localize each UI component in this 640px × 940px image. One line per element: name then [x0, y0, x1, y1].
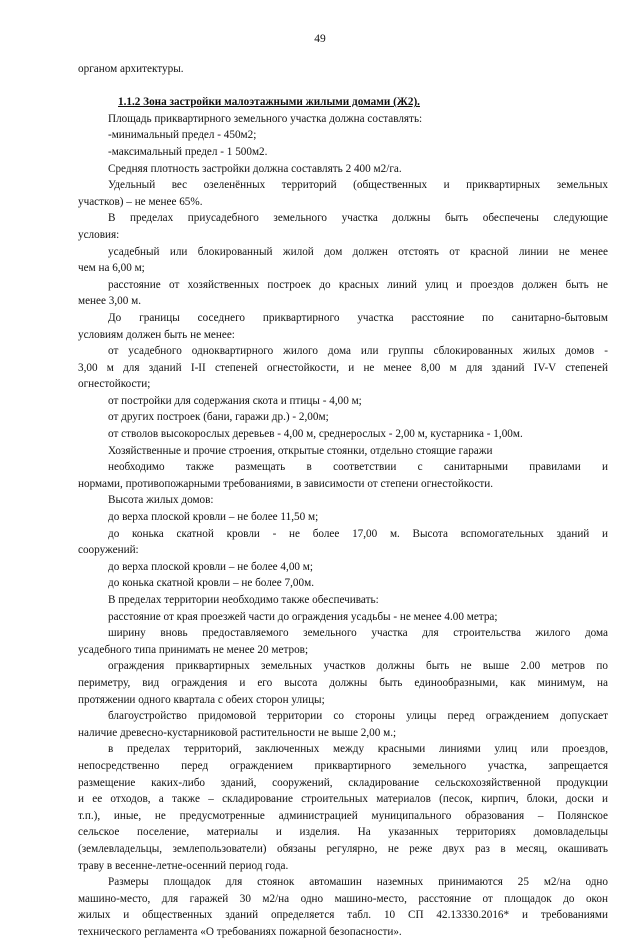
- section-heading: 1.1.2 Зона застройки малоэтажными жилыми домами (Ж2).: [118, 96, 420, 109]
- text-line: технического регламента «О требованиях пожарной безопасности».: [78, 925, 402, 938]
- text-line: -минимальный предел - 450м2;: [108, 129, 257, 142]
- text-line: Высота жилых домов:: [108, 494, 214, 507]
- text-line: и ее отходов, а также – складирование строительных материалов (песок, кирпич, блоки, доски и: [78, 793, 608, 806]
- text-line: участков) – не менее 65%.: [78, 195, 203, 208]
- text-line: менее 3,00 м.: [78, 295, 142, 308]
- text-line: условиям должен быть не менее:: [78, 328, 235, 341]
- text-line: т.п.), иные, не предусмотренные администрацией муниципального образования – Полянское: [78, 809, 608, 822]
- text-line: В пределах приусадебного земельного участка должны быть обеспечены следующие: [108, 212, 608, 225]
- text-line: (землевладельцы, землепользователи) обязаны регулярно, не реже двух раз в месяц, окашивать: [78, 842, 608, 855]
- text-line: сельское поселение, материалы и изделия. На указанных территориях домовладельцы: [78, 826, 608, 839]
- text-line: от усадебного одноквартирного жилого дома или группы сблокированных жилых домов -: [108, 345, 608, 358]
- text-line: периметру, вид ограждения и его высота должны быть единообразными, как минимум, на: [78, 676, 608, 689]
- text-line: Хозяйственные и прочие строения, открытые стоянки, отдельно стоящие гаражи: [108, 444, 493, 457]
- text-line: непосредственно перед ограждением приквартирного земельного участка, запрещается: [78, 759, 608, 772]
- text-line: до верха плоской кровли – не более 4,00 м;: [108, 560, 313, 573]
- text-line: В пределах территории необходимо также обеспечивать:: [108, 594, 379, 606]
- text-line: чем на 6,00 м;: [78, 262, 145, 275]
- text-line: до верха плоской кровли – не более 11,50 м;: [108, 511, 319, 524]
- text-line: протяжении одного квартала с обеих сторон улицы;: [78, 693, 325, 706]
- text-line: машино-место, для гаражей 30 м2/на одно машино-место, расстояние от площадок до окон: [78, 892, 608, 905]
- text-line: в пределах территорий, заключенных между красными линиями улиц или проездов,: [108, 743, 608, 756]
- text-line: благоустройство придомовой территории со стороны улицы перед ограждением допускает: [108, 710, 608, 723]
- text-line: [78, 94, 608, 111]
- text-line: органом архитектуры.: [78, 63, 184, 75]
- text-line: траву в весенне-летне-осенний период года.: [78, 859, 289, 872]
- text-line: Площадь приквартирного земельного участка должна составлять:: [108, 112, 423, 125]
- text-line: нормами, противопожарными требованиями, в зависимости от степени огнестойкости.: [78, 477, 494, 490]
- text-line: до конька скатной кровли – не более 7,00м.: [108, 577, 314, 590]
- text-line: Удельный вес озеленённых территорий (общественных и приквартирных земельных: [108, 179, 608, 192]
- text-line: расстояние от края проезжей части до ограждения усадьбы - не менее 4.00 метра;: [108, 610, 498, 623]
- page-number: 49: [314, 33, 326, 45]
- text-line: сооружений:: [78, 544, 139, 557]
- text-line: ширину вновь предоставляемого земельного участка для строительства жилого дома: [108, 627, 608, 640]
- text-line: расстояние от хозяйственных построек до красных линий улиц и проездов должен быть не: [108, 278, 608, 291]
- text-line: ограждения приквартирных земельных участков должны быть не выше 2.00 метров по: [108, 660, 608, 673]
- text-line: необходимо также размещать в соответствии с санитарными правилами и: [108, 461, 608, 474]
- text-line: наличие древесно-кустарниковой растительности не выше 2,00 м.;: [78, 726, 397, 739]
- text-line: от других построек (бани, гаражи др.) - 2,00м;: [108, 411, 329, 424]
- text-line: жилых и общественных зданий определяется табл. 10 СП 42.13330.2016* и требованиями: [78, 909, 608, 922]
- text-line: [78, 78, 608, 95]
- text-line: усадебный или блокированный жилой дом должен отстоять от красной линии не менее: [108, 245, 608, 258]
- text-line: 3,00 м для зданий I-II степеней огнестойкости, и не менее 8,00 м для зданий IV-V степеней: [78, 361, 608, 374]
- text-line: от стволов высокорослых деревьев - 4,00 м, среднерослых - 2,00 м, кустарника - 1,00м.: [108, 428, 523, 441]
- text-line: огнестойкости;: [78, 378, 151, 391]
- document-body: [78, 61, 608, 940]
- text-line: до конька скатной кровли - не более 17,00 м. Высота вспомогательных зданий и: [108, 527, 608, 540]
- text-line: Размеры площадок для стоянок автомашин наземных принимаются 25 м2/на одно: [108, 876, 608, 889]
- text-line: До границы соседнего приквартирного участка расстояние по санитарно-бытовым: [108, 311, 608, 324]
- text-line: усадебного типа принимать не менее 20 метров;: [78, 643, 309, 656]
- text-line: от постройки для содержания скота и птицы - 4,00 м;: [108, 394, 362, 407]
- text-line: Средняя плотность застройки должна составлять 2 400 м2/га.: [108, 162, 402, 175]
- text-line: -максимальный предел - 1 500м2.: [108, 145, 268, 158]
- text-line: условия:: [78, 228, 120, 241]
- text-line: размещение каких-либо зданий, сооружений, складирование сельскохозяйственной продукции: [78, 776, 608, 789]
